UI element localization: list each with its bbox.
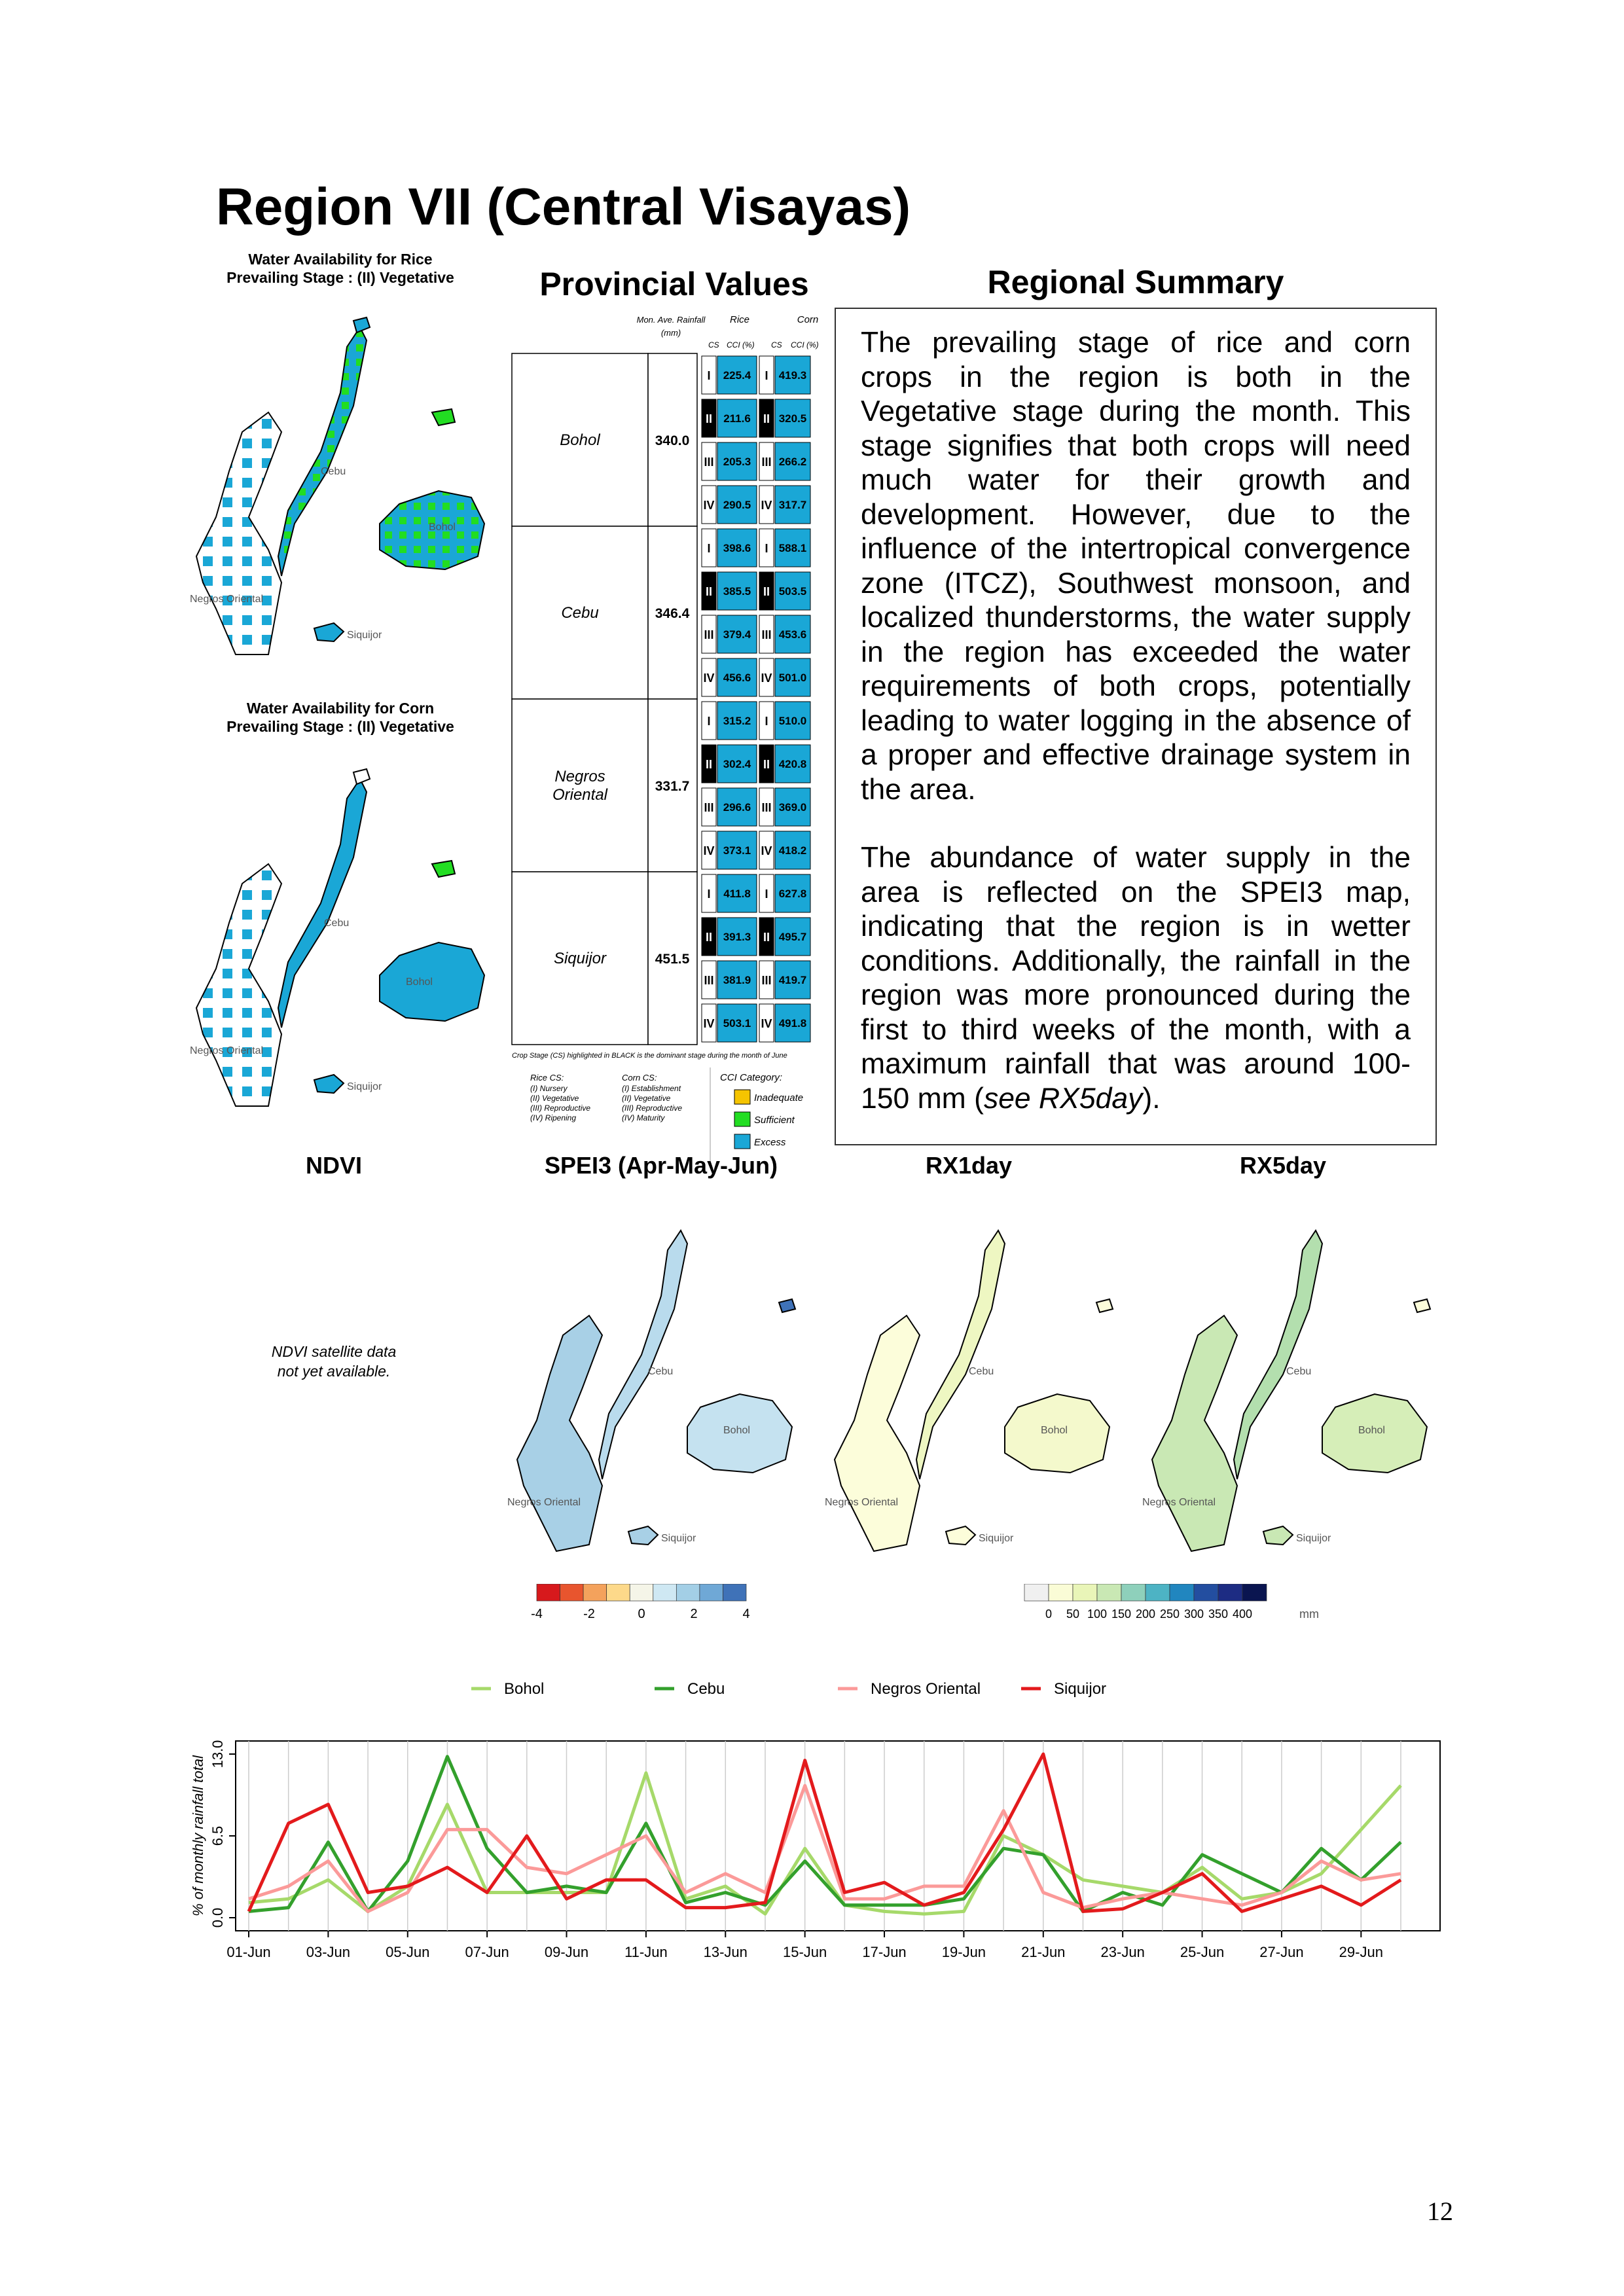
rain-scale-swatch <box>1194 1584 1218 1601</box>
x-tick-label: 25-Jun <box>1180 1944 1225 1960</box>
map-label-cebu: Cebu <box>969 1366 994 1377</box>
x-tick-label: 13-Jun <box>703 1944 748 1960</box>
province-name: Siquijor <box>553 950 607 967</box>
x-tick-label: 01-Jun <box>226 1944 271 1960</box>
cci-title: CCI Category: <box>720 1072 783 1083</box>
province-name: Cebu <box>561 604 599 622</box>
rice-stage: II <box>705 758 713 771</box>
rice-cci-value: 296.6 <box>723 801 751 814</box>
x-tick-label: 15-Jun <box>783 1944 827 1960</box>
rice-cci-value: 456.6 <box>723 672 751 684</box>
corn-cci-value: 501.0 <box>778 672 807 684</box>
legend-label: Cebu <box>687 1680 725 1698</box>
rice-stage: I <box>707 715 711 728</box>
legend-label: Siquijor <box>1054 1680 1107 1698</box>
rice-cs-item: (II) Vegetative <box>530 1094 579 1103</box>
rice-cci-value: 373.1 <box>723 844 751 857</box>
summary-box <box>835 308 1437 1145</box>
rice-cci-value: 205.3 <box>723 456 751 468</box>
table-footnote: Crop Stage (CS) highlighted in BLACK is the dominant stage during the month of June <box>512 1052 787 1060</box>
spei-scale-swatch <box>630 1584 653 1601</box>
summary-heading: Regional Summary <box>987 264 1284 300</box>
x-tick-label: 21-Jun <box>1021 1944 1066 1960</box>
corn-cci-value: 418.2 <box>778 844 807 857</box>
rice-cs-item: (III) Reproductive <box>530 1103 591 1113</box>
map-label-bohol: Bohol <box>429 522 456 533</box>
spei-scale-swatch <box>560 1584 584 1601</box>
rain-scale-swatch <box>1024 1584 1049 1601</box>
map-label-cebu: Cebu <box>1286 1366 1312 1377</box>
rice-cci-value: 379.4 <box>723 628 751 641</box>
spei-scale-swatch <box>583 1584 607 1601</box>
rice-stage: III <box>704 456 714 469</box>
rice-cci-value: 503.1 <box>723 1017 751 1030</box>
corn-stage: III <box>761 628 772 641</box>
cci-swatch <box>734 1134 750 1149</box>
x-tick-label: 19-Jun <box>941 1944 986 1960</box>
svg-text:CCI (%): CCI (%) <box>791 340 819 350</box>
x-tick-label: 11-Jun <box>624 1944 668 1960</box>
rain-scale-tick: 350 <box>1208 1607 1229 1621</box>
corn-stage: II <box>763 758 770 771</box>
province-rainfall: 331.7 <box>655 779 690 794</box>
corn-cs-item: (I) Establishment <box>622 1084 681 1093</box>
province-block-negros-oriental <box>512 699 810 872</box>
rain-scale-unit: mm <box>1299 1607 1319 1621</box>
corn-stage: III <box>761 456 772 469</box>
rain-scale-swatch <box>1218 1584 1242 1601</box>
page-number: 12 <box>1427 2197 1453 2226</box>
map-label-cebu: Cebu <box>324 918 350 929</box>
rice-cci-value: 411.8 <box>723 888 751 900</box>
rain-scale-tick: 300 <box>1183 1607 1204 1621</box>
corn-stage: II <box>763 931 770 944</box>
rice-cci-value: 315.2 <box>723 715 751 727</box>
rice-water-map <box>183 301 524 668</box>
rain-scale-swatch <box>1121 1584 1146 1601</box>
rice-cs-item: (I) Nursery <box>530 1084 568 1093</box>
spei-scale-swatch <box>723 1584 746 1601</box>
rain-scale-swatch <box>1242 1584 1267 1601</box>
cci-label: Sufficient <box>754 1115 795 1126</box>
province-rainfall: 340.0 <box>655 433 690 448</box>
rx5-title: RX5day <box>1239 1152 1327 1179</box>
map-label-siquijor: Siquijor <box>661 1533 696 1544</box>
rice-stage: III <box>704 628 714 641</box>
rice-stage: I <box>707 888 711 901</box>
rain-scale-tick: 200 <box>1135 1607 1156 1621</box>
provincial-values-table <box>511 311 825 1168</box>
province-rainfall: 451.5 <box>655 952 690 967</box>
corn-cci-value: 419.3 <box>778 369 807 382</box>
x-tick-label: 07-Jun <box>465 1944 509 1960</box>
spei-scale-tick: 0 <box>638 1607 645 1621</box>
rice-cci-value: 225.4 <box>723 369 751 382</box>
rain-scale-swatch <box>1073 1584 1097 1601</box>
corn-cs-item: (II) Vegetative <box>622 1094 671 1103</box>
rain-scale-swatch <box>1097 1584 1121 1601</box>
spei3-map <box>504 1204 818 1571</box>
rice-cs-title: Rice CS: <box>530 1073 564 1083</box>
rice-stage: IV <box>703 499 715 512</box>
rx5day-map <box>1139 1204 1453 1571</box>
corn-cci-value: 627.8 <box>778 888 807 900</box>
col-rain-header: Mon. Ave. Rainfall <box>636 315 706 325</box>
rain-scale-tick: 150 <box>1111 1607 1132 1621</box>
province-block-cebu <box>512 526 810 699</box>
rice-cci-value: 385.5 <box>723 585 751 598</box>
rice-stage: II <box>705 585 713 598</box>
map-label-siquijor: Siquijor <box>347 1081 382 1092</box>
rain-scale-tick: 250 <box>1159 1607 1180 1621</box>
legend-label: Negros Oriental <box>871 1680 981 1698</box>
corn-map-caption: Water Availability for Corn Prevailing Stage : (II) Vegetative <box>226 700 454 735</box>
corn-stage: IV <box>761 844 772 857</box>
rx1-title: RX1day <box>925 1152 1013 1179</box>
rice-stage: III <box>704 801 714 814</box>
corn-cci-value: 503.5 <box>778 585 807 598</box>
rice-cci-value: 290.5 <box>723 499 751 511</box>
daily-rainfall-chart <box>183 1649 1460 1964</box>
summary-para-2: The abundance of water supply in the area is reflected on the SPEI3 map, indicating that the region is in wetter conditions. Additionally, the rainfall in the region was more pronounced during the first to third weeks of the month, with a maximum rainfall that was around 100-150 mm (see RX5day). <box>861 842 1411 1115</box>
map-label-negros: Negros Oriental <box>1142 1497 1216 1508</box>
rice-map-caption: Water Availability for Rice Prevailing Stage : (II) Vegetative <box>226 251 454 286</box>
rain-scale-tick: 100 <box>1087 1607 1108 1621</box>
page-title: Region VII (Central Visayas) <box>216 177 911 236</box>
rice-cci-value: 302.4 <box>723 758 751 770</box>
svg-text:CCI (%): CCI (%) <box>727 340 755 350</box>
province-block-bohol <box>512 353 810 526</box>
spei-scale-swatch <box>653 1584 677 1601</box>
spei-scale-swatch <box>607 1584 630 1601</box>
map-label-cebu: Cebu <box>648 1366 674 1377</box>
spei-scale-swatch <box>676 1584 700 1601</box>
corn-stage: III <box>761 974 772 987</box>
rice-stage: IV <box>703 844 715 857</box>
spei-scale-swatch <box>700 1584 723 1601</box>
rain-scale-swatch <box>1170 1584 1194 1601</box>
rx1day-map <box>821 1204 1136 1571</box>
svg-text:CS: CS <box>708 340 719 350</box>
corn-cci-value: 588.1 <box>778 542 807 554</box>
spei-scale-tick: 4 <box>742 1607 750 1621</box>
rain-scale-tick: 400 <box>1232 1607 1253 1621</box>
col-rice-header: Rice <box>729 314 750 325</box>
x-tick-label: 29-Jun <box>1339 1944 1383 1960</box>
corn-stage: IV <box>761 1017 772 1030</box>
corn-cci-value: 369.0 <box>778 801 807 814</box>
corn-cs-title: Corn CS: <box>622 1073 657 1083</box>
spei-scale-tick: -4 <box>531 1607 543 1621</box>
spei-scale-tick: 2 <box>690 1607 698 1621</box>
col-corn-header: Corn <box>797 314 819 325</box>
x-tick-label: 09-Jun <box>544 1944 589 1960</box>
rice-stage: IV <box>703 1017 715 1030</box>
map-label-bohol: Bohol <box>1041 1425 1068 1436</box>
map-label-siquijor: Siquijor <box>1296 1533 1331 1544</box>
spei-title: SPEI3 (Apr-May-Jun) <box>544 1152 778 1179</box>
rice-cci-value: 211.6 <box>723 412 751 425</box>
svg-text:(mm): (mm) <box>660 328 681 338</box>
corn-cci-value: 491.8 <box>778 1017 807 1030</box>
corn-cci-value: 419.7 <box>778 974 807 986</box>
provincial-heading: Provincial Values <box>539 266 809 302</box>
y-tick-label: 6.5 <box>209 1825 226 1846</box>
x-tick-label: 03-Jun <box>306 1944 351 1960</box>
corn-water-map <box>183 753 524 1119</box>
rain-scale-tick: 0 <box>1045 1607 1053 1621</box>
map-label-bohol: Bohol <box>1358 1425 1385 1436</box>
corn-cci-value: 420.8 <box>778 758 807 770</box>
corn-stage: III <box>761 801 772 814</box>
negros-island <box>196 412 281 655</box>
legend-label: Bohol <box>504 1680 545 1698</box>
province-name: Negros <box>554 768 605 785</box>
corn-cci-value: 317.7 <box>778 499 807 511</box>
corn-cci-value: 495.7 <box>778 931 807 943</box>
map-label-siquijor: Siquijor <box>979 1533 1014 1544</box>
corn-stage: IV <box>761 499 772 512</box>
x-tick-label: 17-Jun <box>862 1944 907 1960</box>
rain-scale-tick: 50 <box>1066 1607 1080 1621</box>
province-block-siquijor <box>512 872 810 1045</box>
province-name: Bohol <box>560 431 600 449</box>
corn-stage: II <box>763 412 770 425</box>
rain-scale-swatch <box>1049 1584 1073 1601</box>
rice-stage: II <box>705 412 713 425</box>
corn-stage: I <box>765 888 768 901</box>
corn-stage: I <box>765 542 768 555</box>
spei-scale-tick: -2 <box>583 1607 595 1621</box>
cci-label: Inadequate <box>754 1092 804 1103</box>
rice-cci-value: 391.3 <box>723 931 751 943</box>
corn-cci-value: 453.6 <box>778 628 807 641</box>
ndvi-note: NDVI satellite data not yet available. <box>271 1343 397 1380</box>
rice-cci-value: 398.6 <box>723 542 751 554</box>
map-label-cebu: Cebu <box>321 466 346 477</box>
corn-cci-value: 320.5 <box>778 412 807 425</box>
rice-stage: III <box>704 974 714 987</box>
ndvi-title: NDVI <box>305 1152 362 1179</box>
y-tick-label: 0.0 <box>209 1907 226 1928</box>
corn-cs-item: (III) Reproductive <box>622 1103 683 1113</box>
rice-stage: IV <box>703 672 715 685</box>
map-label-negros: Negros Oriental <box>190 594 264 605</box>
spei-color-scale <box>530 1584 779 1630</box>
corn-stage: I <box>765 369 768 382</box>
y-tick-label: 13.0 <box>209 1740 226 1768</box>
svg-text:CS: CS <box>771 340 782 350</box>
map-label-negros: Negros Oriental <box>507 1497 581 1508</box>
rice-cs-item: (IV) Ripening <box>530 1113 577 1122</box>
map-label-bohol: Bohol <box>723 1425 750 1436</box>
siquijor-island <box>314 623 344 641</box>
spei-scale-swatch <box>537 1584 560 1601</box>
corn-cs-item: (IV) Maturity <box>622 1113 665 1122</box>
map-label-negros: Negros Oriental <box>825 1497 899 1508</box>
y-axis-label: % of monthly rainfall total <box>190 1755 206 1916</box>
map-label-bohol: Bohol <box>406 977 433 988</box>
corn-stage: II <box>763 585 770 598</box>
corn-cci-value: 510.0 <box>778 715 807 727</box>
x-tick-label: 05-Jun <box>386 1944 430 1960</box>
x-tick-label: 27-Jun <box>1259 1944 1304 1960</box>
corn-stage: IV <box>761 672 772 685</box>
corn-stage: I <box>765 715 768 728</box>
rain-scale-swatch <box>1146 1584 1170 1601</box>
cebu-island <box>278 327 367 576</box>
province-name: Oriental <box>552 786 608 804</box>
rainfall-color-scale <box>1021 1584 1348 1630</box>
province-rainfall: 346.4 <box>655 606 690 621</box>
corn-cci-value: 266.2 <box>778 456 807 468</box>
cci-swatch <box>734 1090 750 1104</box>
x-tick-label: 23-Jun <box>1100 1944 1145 1960</box>
map-label-siquijor: Siquijor <box>347 630 382 641</box>
map-label-negros: Negros Oriental <box>190 1045 264 1056</box>
cci-swatch <box>734 1112 750 1126</box>
rice-stage: II <box>705 931 713 944</box>
cci-label: Excess <box>754 1137 786 1148</box>
rice-cci-value: 381.9 <box>723 974 751 986</box>
rice-stage: I <box>707 542 711 555</box>
rice-stage: I <box>707 369 711 382</box>
summary-para-1: The prevailing stage of rice and corn crops in the region is both in the Vegetative stage during the month. This stage signifies that both crops will need much water for their growth and development. However, due to the influence of the intertropical convergence zone (ITCZ), Southwest monsoon, and localized thunderstorms, the water supply in the region has exceeded the water requirements of both crops, potentially leading to water logging in the absence of a proper and effective drainage system in the area. <box>861 327 1411 806</box>
